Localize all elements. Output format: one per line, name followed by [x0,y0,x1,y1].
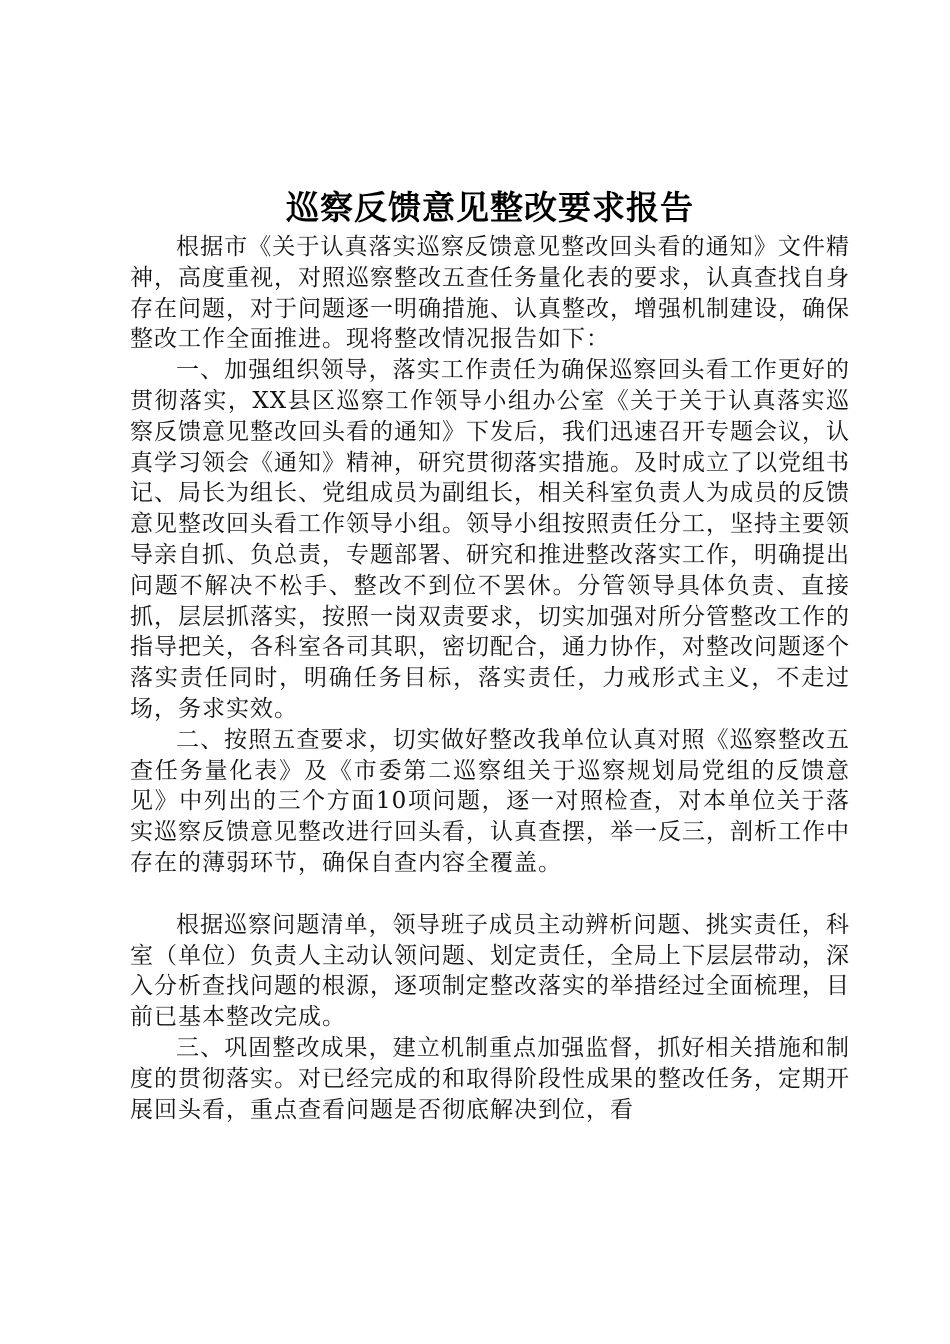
paragraph-spacer [130,879,850,910]
paragraph-section-two: 二、按照五查要求，切实做好整改我单位认真对照《巡察整改五查任务量化表》及《市委第二巡察组关于巡察规划局党组的反馈意见》中列出的三个方面10项问题，逐一对照检查，对本单位关于落实巡察反馈意见整改进行回头看，认真查摆，举一反三，剖析工作中存在的薄弱环节，确保自查内容全覆盖。 [130,726,850,876]
paragraph-section-three: 三、巩固整改成果，建立机制重点加强监督，抓好相关措施和制度的贯彻落实。对已经完成的和取得阶段性成果的整改任务，定期开展回头看，重点查看问题是否彻底解决到位，看 [130,1034,850,1123]
document-page [130,188,850,1125]
paragraph-section-one: 一、加强组织领导，落实工作责任为确保巡察回头看工作更好的贯彻落实，XX县区巡察工作领导小组办公室《关于关于认真落实巡察反馈意见整改回头看的通知》下发后，我们迅速召开专题会议，认真学习领会《通知》精神，研究贯彻落实措施。及时成立了以党组书记、局长为组长、党组成员为副组长，相关科室负责人为成员的反馈意见整改回头看工作领导小组。领导小组按照责任分工，坚持主要领导亲自抓、负总责，专题部署、研究和推进整改落实工作，明确提出问题不解决不松手、整改不到位不罢休。分管领导具体负责、直接抓，层层抓落实，按照一岗双责要求，切实加强对所分管整改工作的指导把关，各科室各司其职，密切配合，通力协作，对整改问题逐个落实责任同时，明确任务目标，落实责任，力戒形式主义，不走过场，务求实效。 [130,357,850,722]
document-title: 巡察反馈意见整改要求报告 [286,188,694,227]
paragraph-intro: 根据市《关于认真落实巡察反馈意见整改回头看的通知》文件精神，高度重视，对照巡察整改五查任务量化表的要求，认真查找自身存在问题，对于问题逐一明确措施、认真整改，增强机制建设，确保整改工作全面推进。现将整改情况报告如下： [130,234,850,353]
paragraph-problem-list: 根据巡察问题清单，领导班子成员主动辨析问题、挑实责任，科室（单位）负责人主动认领问题、划定责任，全局上下层层带动，深入分析查找问题的根源，逐项制定整改落实的举措经过全面梳理，目前已基本整改完成。 [130,911,850,1031]
